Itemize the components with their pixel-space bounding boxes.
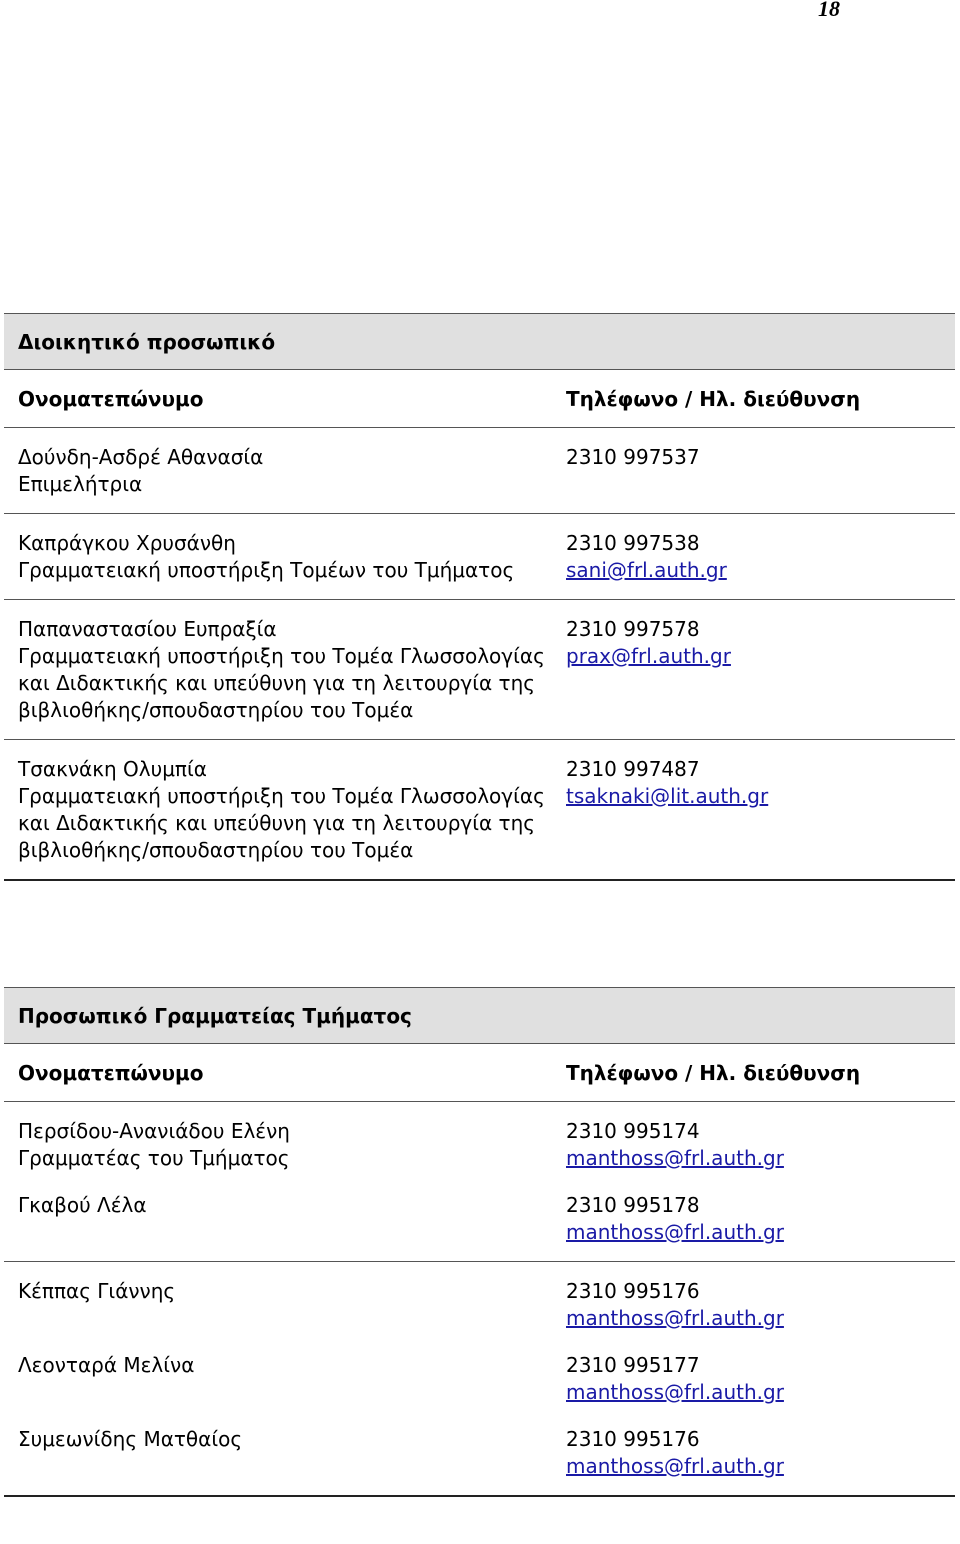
staff-name: Παπαναστασίου Ευπραξία <box>18 617 277 641</box>
column-header-contact: Τηλέφωνο / Ηλ. διεύθυνση <box>552 1044 955 1102</box>
staff-phone: 2310 997578 <box>566 617 700 641</box>
admin-staff-table <box>4 313 955 881</box>
table-header-row <box>4 370 955 428</box>
table-row <box>4 514 955 600</box>
staff-role: Γραμματέας του Τμήματος <box>18 1146 290 1170</box>
staff-name: Καπράγκου Χρυσάνθη <box>18 531 236 555</box>
staff-phone: 2310 997537 <box>566 445 700 469</box>
table-row <box>4 740 955 881</box>
staff-email-link[interactable]: manthoss@frl.auth.gr <box>566 1306 784 1330</box>
table-row <box>4 1176 955 1262</box>
staff-role: Επιμελήτρια <box>18 472 143 496</box>
column-header-name: Ονοματεπώνυμο <box>4 1044 552 1102</box>
column-header-contact: Τηλέφωνο / Ηλ. διεύθυνση <box>552 370 955 428</box>
staff-phone: 2310 997487 <box>566 757 700 781</box>
staff-name: Δούνδη-Ασδρέ Αθανασία <box>18 445 264 469</box>
staff-email-link[interactable]: manthoss@frl.auth.gr <box>566 1380 784 1404</box>
staff-phone: 2310 995177 <box>566 1353 700 1377</box>
staff-phone: 2310 997538 <box>566 531 700 555</box>
staff-name: Τσακνάκη Ολυμπία <box>18 757 207 781</box>
staff-name: Περσίδου-Ανανιάδου Ελένη <box>18 1119 290 1143</box>
staff-role: Γραμματειακή υποστήριξη του Τομέα Γλωσσολογίας και Διδακτικής και υπεύθυνη για τη λειτουργία της βιβλιοθήκης/σπουδαστηρίου του Τομέα <box>18 644 545 722</box>
table-row <box>4 1262 955 1337</box>
staff-phone: 2310 995176 <box>566 1427 700 1451</box>
staff-name: Κέππας Γιάννης <box>18 1279 176 1303</box>
table-row <box>4 1410 955 1496</box>
staff-email-link[interactable]: manthoss@frl.auth.gr <box>566 1454 784 1478</box>
table-title-row <box>4 988 955 1044</box>
staff-name: Συμεωνίδης Ματθαίος <box>18 1427 243 1451</box>
staff-name: Λεονταρά Μελίνα <box>18 1353 195 1377</box>
column-header-name: Ονοματεπώνυμο <box>4 370 552 428</box>
table-row <box>4 428 955 514</box>
table-title: Διοικητικό προσωπικό <box>4 314 955 370</box>
staff-role: Γραμματειακή υποστήριξη Τομέων του Τμήματος <box>18 558 515 582</box>
staff-email-link[interactable]: sani@frl.auth.gr <box>566 558 727 582</box>
staff-phone: 2310 995178 <box>566 1193 700 1217</box>
staff-email-link[interactable]: tsaknaki@lit.auth.gr <box>566 784 769 808</box>
table-row <box>4 1336 955 1410</box>
staff-email-link[interactable]: prax@frl.auth.gr <box>566 644 731 668</box>
staff-email-link[interactable]: manthoss@frl.auth.gr <box>566 1220 784 1244</box>
staff-email-link[interactable]: manthoss@frl.auth.gr <box>566 1146 784 1170</box>
staff-name: Γκαβού Λέλα <box>18 1193 147 1217</box>
staff-role: Γραμματειακή υποστήριξη του Τομέα Γλωσσολογίας και Διδακτικής και υπεύθυνη για τη λειτουργία της βιβλιοθήκης/σπουδαστηρίου του Τομέα <box>18 784 545 862</box>
staff-phone: 2310 995174 <box>566 1119 700 1143</box>
table-row <box>4 600 955 740</box>
secretariat-staff-table <box>4 987 955 1497</box>
page-number: 18 <box>818 0 840 21</box>
table-title-row <box>4 314 955 370</box>
table-row <box>4 1102 955 1177</box>
table-title: Προσωπικό Γραμματείας Τμήματος <box>4 988 955 1044</box>
table-header-row <box>4 1044 955 1102</box>
staff-phone: 2310 995176 <box>566 1279 700 1303</box>
